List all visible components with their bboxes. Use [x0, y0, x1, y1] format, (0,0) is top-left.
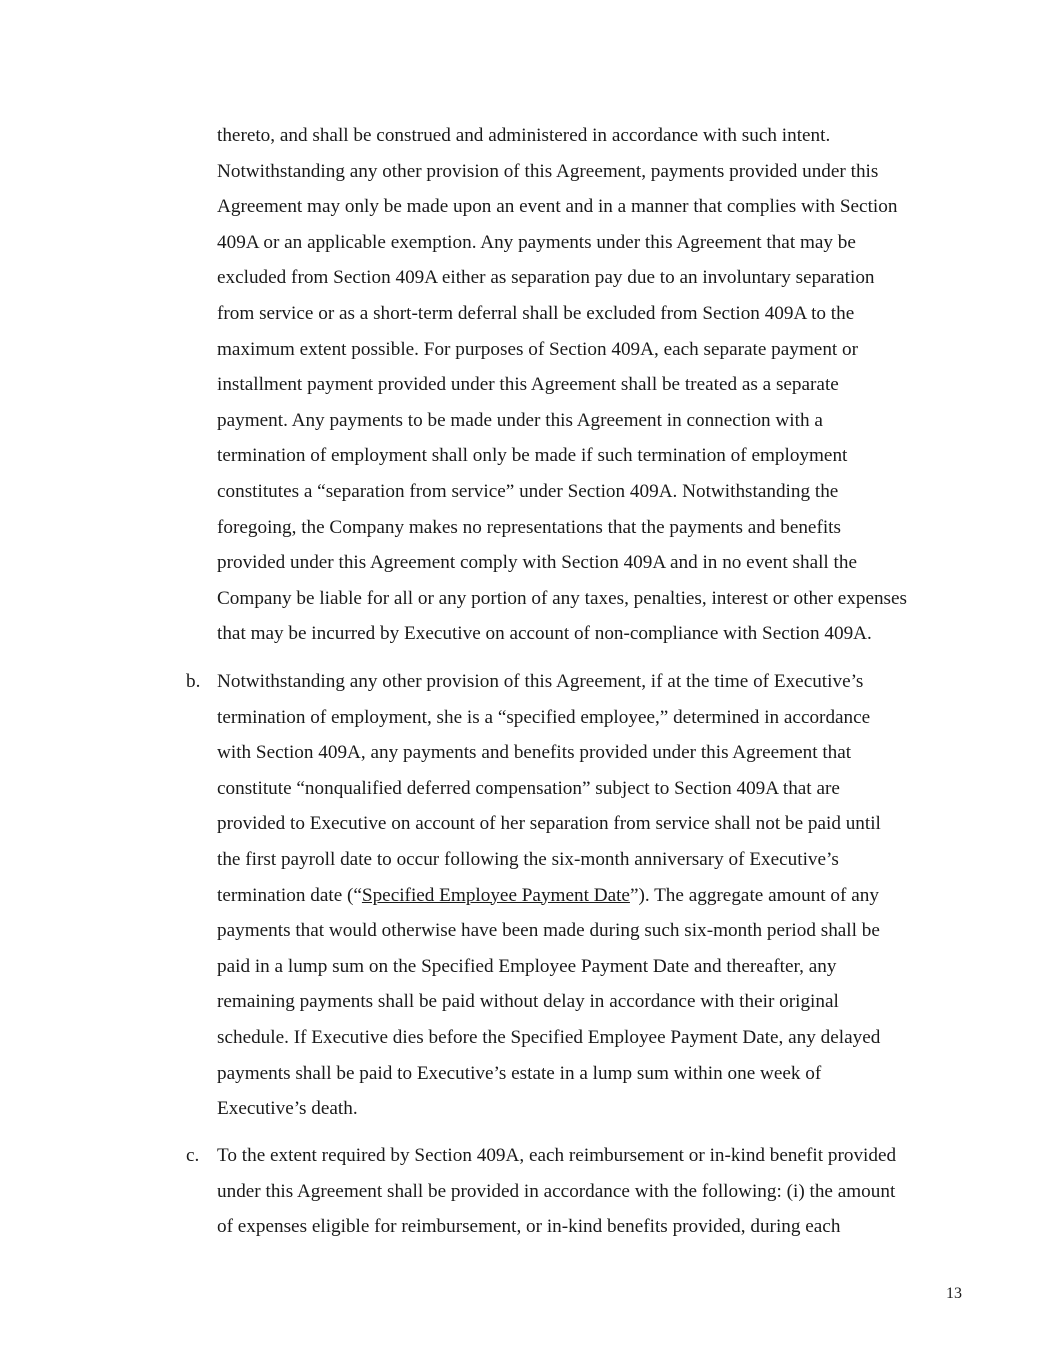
- paragraph-line: that may be incurred by Executive on account of non-compliance with Section 409A.: [217, 623, 872, 645]
- paragraph-line-defined-term: [217, 878, 977, 914]
- paragraph-line: the first payroll date to occur following the six-month anniversary of Executive’s: [217, 848, 839, 870]
- paragraph-line: constitute “nonqualified deferred compensation” subject to Section 409A that are: [217, 777, 840, 799]
- defined-term-suffix: ”). The aggregate amount of any: [629, 884, 879, 906]
- paragraph-line: To the extent required by Section 409A, each reimbursement or in-kind benefit provided: [217, 1145, 897, 1166]
- paragraph-line: thereto, and shall be construed and administered in accordance with such intent.: [217, 125, 831, 146]
- paragraph-line: under this Agreement shall be provided in accordance with the following: (i) the amount: [217, 1180, 896, 1202]
- paragraph-line: provided to Executive on account of her separation from service shall not be paid until: [217, 813, 881, 835]
- list-marker-c: c.: [186, 1145, 200, 1166]
- paragraph-line: payment. Any payments to be made under this Agreement in connection with a: [217, 409, 823, 431]
- paragraph-line: remaining payments shall be paid without delay in accordance with their original: [217, 991, 839, 1013]
- defined-term: Specified Employee Payment Date: [361, 884, 630, 906]
- paragraph-line: installment payment provided under this Agreement shall be treated as a separate: [217, 374, 839, 396]
- continuation-paragraph: [217, 118, 977, 652]
- paragraph-line: Company be liable for all or any portion of any taxes, penalties, interest or other expenses: [217, 587, 908, 609]
- paragraph-line: Agreement may only be made upon an event and in a manner that complies with Section: [217, 196, 898, 218]
- item-b-paragraph: [217, 664, 977, 1127]
- paragraph-line: schedule. If Executive dies before the Specified Employee Payment Date, any delayed: [217, 1026, 881, 1048]
- paragraph-line: paid in a lump sum on the Specified Employee Payment Date and thereafter, any: [217, 955, 837, 977]
- paragraph-line: excluded from Section 409A either as separation pay due to an involuntary separation: [217, 267, 875, 289]
- paragraph-line: payments shall be paid to Executive’s estate in a lump sum within one week of: [217, 1062, 822, 1084]
- paragraph-line: foregoing, the Company makes no representations that the payments and benefits: [217, 516, 841, 538]
- paragraph-line: Notwithstanding any other provision of this Agreement, payments provided under this: [217, 160, 879, 182]
- paragraph-line: of expenses eligible for reimbursement, or in-kind benefits provided, during each: [217, 1216, 841, 1238]
- paragraph-line: constitutes a “separation from service” under Section 409A. Notwithstanding the: [217, 480, 839, 502]
- paragraph-line: maximum extent possible. For purposes of Section 409A, each separate payment or: [217, 338, 859, 360]
- defined-term-prefix: termination date (“: [217, 884, 362, 906]
- paragraph-line: payments that would otherwise have been made during such six-month period shall be: [217, 920, 880, 942]
- paragraph-line: from service or as a short-term deferral shall be excluded from Section 409A to the: [217, 302, 855, 324]
- paragraph-line: with Section 409A, any payments and benefits provided under this Agreement that: [217, 742, 852, 764]
- item-c-paragraph: [217, 1138, 977, 1245]
- paragraph-line: provided under this Agreement comply with Section 409A and in no event shall the: [217, 552, 857, 574]
- paragraph-line: termination of employment, she is a “specified employee,” determined in accordance: [217, 706, 871, 728]
- paragraph-line: termination of employment shall only be made if such termination of employment: [217, 445, 848, 467]
- page-number: 13: [946, 1285, 962, 1302]
- paragraph-line: 409A or an applicable exemption. Any payments under this Agreement that may be: [217, 231, 856, 253]
- list-marker-b: b.: [186, 671, 201, 692]
- paragraph-line: Executive’s death.: [217, 1098, 358, 1120]
- paragraph-line: Notwithstanding any other provision of this Agreement, if at the time of Executive’s: [217, 671, 864, 692]
